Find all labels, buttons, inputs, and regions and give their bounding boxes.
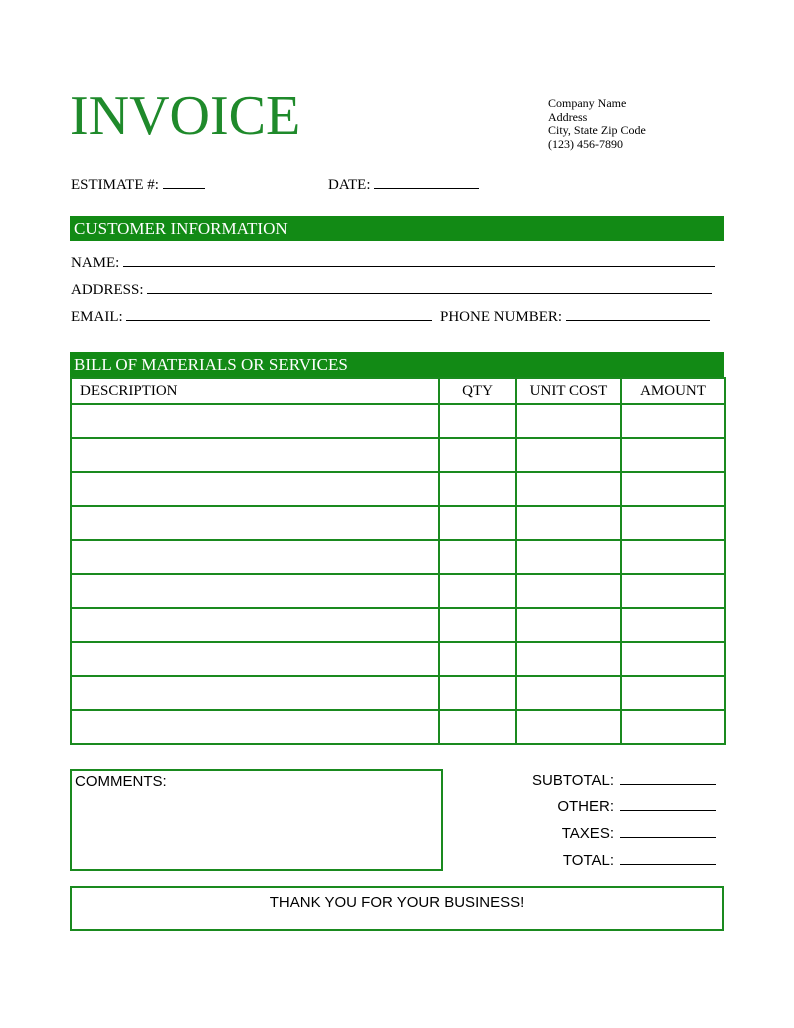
unit-cost-cell[interactable] (516, 506, 621, 540)
qty-cell[interactable] (439, 642, 516, 676)
amount-cell[interactable] (621, 404, 725, 438)
customer-address-field[interactable] (71, 279, 712, 299)
subtotal-blank[interactable] (620, 770, 716, 785)
customer-phone-label: PHONE NUMBER: (440, 309, 563, 325)
table-row (71, 472, 725, 506)
customer-phone-field[interactable] (440, 306, 710, 326)
estimate-field[interactable] (71, 174, 205, 194)
estimate-label: ESTIMATE #: (71, 177, 159, 193)
table-row (71, 710, 725, 744)
amount-cell[interactable] (621, 574, 725, 608)
total-field[interactable] (563, 850, 716, 869)
customer-name-field[interactable] (71, 252, 715, 272)
unit-cost-cell[interactable] (516, 710, 621, 744)
description-cell[interactable] (71, 404, 439, 438)
amount-cell[interactable] (621, 506, 725, 540)
table-row (71, 608, 725, 642)
description-cell[interactable] (71, 574, 439, 608)
thank-you-text: THANK YOU FOR YOUR BUSINESS! (269, 894, 525, 911)
company-phone: (123) 456-7890 (548, 136, 623, 151)
other-blank[interactable] (620, 796, 716, 811)
table-row (71, 404, 725, 438)
unit-cost-cell[interactable] (516, 608, 621, 642)
qty-cell[interactable] (439, 540, 516, 574)
amount-cell[interactable] (621, 472, 725, 506)
subtotal-label: SUBTOTAL: (532, 772, 614, 789)
total-label: TOTAL: (562, 852, 614, 869)
qty-cell[interactable] (439, 710, 516, 744)
company-city: City, State Zip Code (548, 123, 646, 137)
qty-cell[interactable] (439, 608, 516, 642)
comments-box[interactable] (70, 769, 443, 871)
qty-cell[interactable] (439, 574, 516, 608)
total-blank[interactable] (620, 850, 716, 865)
amount-cell[interactable] (621, 608, 725, 642)
table-row (71, 540, 725, 574)
unit-cost-cell[interactable] (516, 472, 621, 506)
amount-cell[interactable] (621, 710, 725, 744)
estimate-blank[interactable] (163, 174, 205, 189)
customer-address-label: ADDRESS: (71, 282, 144, 298)
other-label: OTHER: (557, 798, 614, 815)
customer-name-blank[interactable] (123, 252, 715, 267)
col-description: DESCRIPTION (71, 378, 439, 404)
unit-cost-cell[interactable] (516, 574, 621, 608)
date-label: DATE: (328, 177, 371, 193)
customer-address-blank[interactable] (147, 279, 712, 294)
company-address: Address (548, 109, 588, 124)
other-field[interactable] (557, 796, 716, 815)
amount-cell[interactable] (621, 642, 725, 676)
taxes-blank[interactable] (620, 823, 716, 838)
customer-info-header: CUSTOMER INFORMATION (70, 216, 724, 241)
amount-cell[interactable] (621, 540, 725, 574)
amount-cell[interactable] (621, 676, 725, 710)
taxes-label: TAXES: (561, 825, 614, 842)
qty-cell[interactable] (439, 506, 516, 540)
amount-cell[interactable] (621, 438, 725, 472)
items-table (70, 377, 726, 745)
company-name: Company Name (548, 96, 627, 110)
description-cell[interactable] (71, 540, 439, 574)
col-unit-cost: UNIT COST (516, 378, 621, 404)
col-qty: QTY (439, 378, 516, 404)
unit-cost-cell[interactable] (516, 642, 621, 676)
bill-header: BILL OF MATERIALS OR SERVICES (70, 352, 724, 377)
items-header-row (71, 378, 725, 404)
table-row (71, 506, 725, 540)
qty-cell[interactable] (439, 438, 516, 472)
unit-cost-cell[interactable] (516, 404, 621, 438)
invoice-title: INVOICE (70, 85, 301, 147)
col-amount: AMOUNT (621, 378, 725, 404)
description-cell[interactable] (71, 676, 439, 710)
description-cell[interactable] (71, 506, 439, 540)
customer-phone-blank[interactable] (566, 306, 710, 321)
company-info (548, 97, 646, 151)
customer-email-label: EMAIL: (71, 309, 123, 325)
date-blank[interactable] (374, 174, 479, 189)
date-field[interactable] (328, 174, 479, 194)
unit-cost-cell[interactable] (516, 676, 621, 710)
qty-cell[interactable] (439, 472, 516, 506)
table-row (71, 676, 725, 710)
description-cell[interactable] (71, 608, 439, 642)
customer-name-label: NAME: (71, 255, 120, 271)
description-cell[interactable] (71, 710, 439, 744)
customer-email-field[interactable] (71, 306, 432, 326)
table-row (71, 438, 725, 472)
table-row (71, 574, 725, 608)
thank-you-box (70, 886, 724, 931)
description-cell[interactable] (71, 642, 439, 676)
unit-cost-cell[interactable] (516, 438, 621, 472)
comments-label: COMMENTS: (75, 773, 167, 790)
table-row (71, 642, 725, 676)
description-cell[interactable] (71, 472, 439, 506)
unit-cost-cell[interactable] (516, 540, 621, 574)
qty-cell[interactable] (439, 676, 516, 710)
description-cell[interactable] (71, 438, 439, 472)
taxes-field[interactable] (562, 823, 716, 842)
customer-email-blank[interactable] (126, 306, 432, 321)
qty-cell[interactable] (439, 404, 516, 438)
subtotal-field[interactable] (532, 770, 716, 789)
